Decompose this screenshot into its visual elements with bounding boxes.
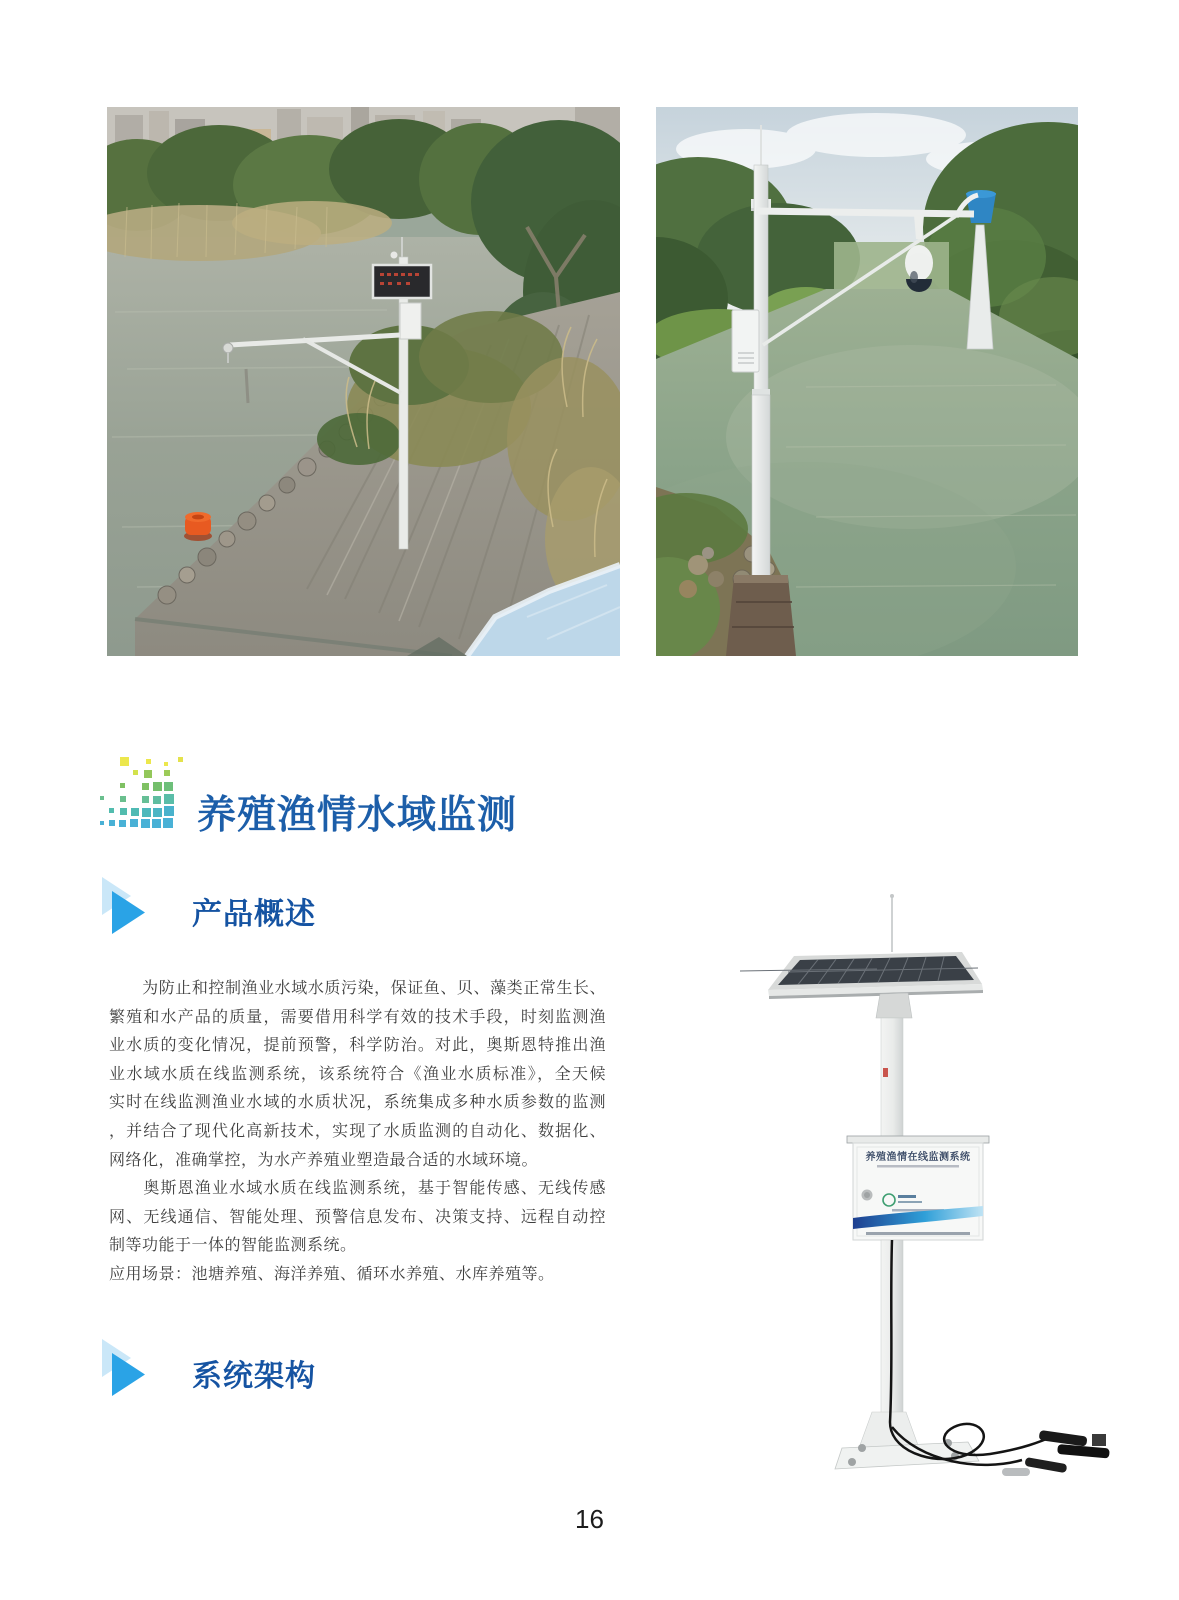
manufacturer-line bbox=[866, 1232, 970, 1235]
body-line: 实时在线监测渔业水域的水质状况，系统集成多种水质参数的监测 bbox=[109, 1094, 606, 1112]
station-product-illustration bbox=[740, 882, 1165, 1482]
overview-heading: 产品概述 bbox=[192, 898, 316, 931]
site-photo-pond-station bbox=[107, 107, 620, 656]
solar-panel bbox=[740, 952, 983, 999]
sensor-probes bbox=[1002, 1430, 1110, 1476]
horizontal-arm bbox=[756, 211, 974, 214]
architecture-heading: 系统架构 bbox=[192, 1360, 316, 1393]
body-line: 业水域水质在线监测系统，该系统符合《渔业水质标准》，全天候 bbox=[109, 1065, 606, 1083]
product-cabinet bbox=[847, 1136, 989, 1240]
sensor-cables bbox=[890, 1240, 1056, 1465]
pond-scene-illustration bbox=[107, 107, 620, 656]
body-line: 为防止和控制渔业水域水质污染，保证鱼、贝、藻类正常生长、 bbox=[109, 980, 606, 997]
site-photo-river-station bbox=[656, 107, 1078, 656]
body-line: 网、无线通信、智能处理、预警信息发布、决策支持、远程自动控 bbox=[109, 1208, 606, 1226]
section-title: 养殖渔情水域监测 bbox=[197, 794, 518, 837]
mosaic-chart-icon bbox=[100, 757, 186, 835]
body-line: 应用场景：池塘养殖、海洋养殖、循环水养殖、水库养殖等。 bbox=[109, 1265, 555, 1283]
body-line: 业水质的变化情况，提前预警，科学防治。对此，奥斯恩特推出渔 bbox=[109, 1037, 606, 1055]
cabinet-label: 养殖渔情在线监测系统 bbox=[865, 1152, 971, 1163]
station-pole bbox=[399, 257, 408, 549]
page-number: 16 bbox=[575, 1504, 604, 1534]
pole-red-mark bbox=[883, 1068, 888, 1077]
led-display bbox=[373, 265, 431, 298]
steel-probe bbox=[1002, 1468, 1030, 1476]
product-pole-upper bbox=[881, 1018, 903, 1140]
product-photo-station bbox=[740, 882, 1165, 1482]
water-sensor-head bbox=[223, 343, 233, 353]
body-line: ，并结合了现代化高新技术，实现了水质监测的自动化、数据化、 bbox=[109, 1122, 606, 1140]
control-box bbox=[400, 303, 421, 339]
triangle-bullet-icon bbox=[99, 1336, 159, 1400]
cabinet-label-subtext bbox=[877, 1165, 959, 1168]
panel-mount bbox=[876, 993, 912, 1018]
orange-buoy bbox=[184, 512, 212, 541]
gauge-stick bbox=[246, 369, 248, 403]
body-line: 繁殖和水产品的质量，需要借用科学有效的技术手段，时刻监测渔 bbox=[109, 1008, 606, 1026]
river-scene-illustration bbox=[656, 107, 1078, 656]
triangle-bullet-icon bbox=[99, 874, 159, 938]
body-line: 制等功能于一体的智能监测系统。 bbox=[109, 1237, 357, 1255]
overview-paragraph bbox=[109, 975, 606, 1290]
station-top-camera bbox=[391, 252, 398, 259]
body-line: 奥斯恩渔业水域水质在线监测系统，基于智能传感、无线传感 bbox=[109, 1180, 606, 1198]
body-line: 网络化，准确掌控，为水产养殖业塑造最合适的水域环境。 bbox=[109, 1151, 539, 1169]
